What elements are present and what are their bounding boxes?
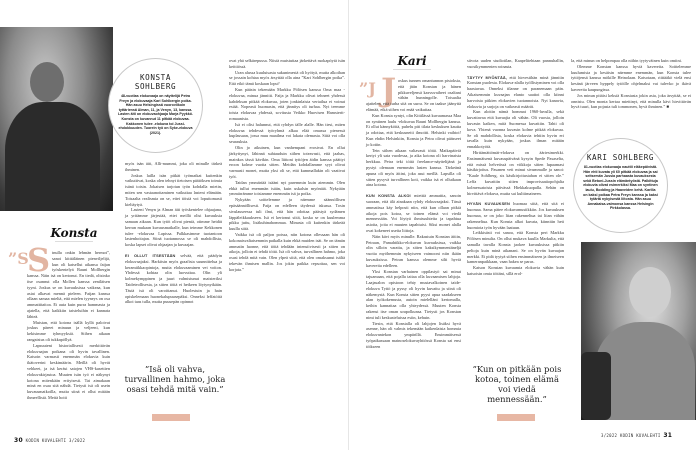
kari-portrait-photo bbox=[581, 242, 696, 420]
konsta-bio-circle bbox=[108, 58, 203, 153]
kari-bio-circle bbox=[573, 138, 668, 233]
article-column-1: oskus tunnen omantunnon pistoksia, että jätin Konstan ja hänen pikkuveljensä kasvuvaiheet osaltani vähän hunningolle. Toisaalta ajattelen, että turha sitä on surra. Se on taakse jäänyttä elämää, eikä siihen voi enää vaikuttaa. Kun Konsta syntyi, olin Kittilässä kuvaamassa Maa on syntinen laulu -elokuvaa Rauni Mollbergin kanssa. Ei ollut kännyköitä, puhelu piti tilata keskuksen kautta ja odottaa, että keskusneiti ilmoitti. Helsinki vaihtoi! Kun ehdin Helsinkiin, Konsta ja Petra olivat päässeet jo kotiin. Tein siihen aikaan valtavasti töitä. Matkapäiviä kertyi yli sata vuodessa, ja aika kotona oli harvinaista herkkua. Petra teki töitä freelance-näyttelijänä ja pystyi olemaan enemmän lasten kanssa. Tärkeänä apuna oli myös äitini, joka asui meillä. Lapsilla oli sitten pysyvä turvallinen koti, vaikka isä ei ollutkaan aina kotona. KUN KONSTA ALKOI miettiä ammattia, sanoin suoraan, että älä ainakaan ryhdy elokuvaajaksi. Tässä ammatissa käy helposti niin, että kun ollaan pitkiä aikoja pois kotoa, se toinen elämä voi viedä mennessään. Voi löytyä ihmissuhteita ja tapahtua asioita, joita ei muuten tapahtuisi. Siksi monet alalla ovat kokeneet useita liittoja. Näin kävi myös minulle. Rakastuin Konstan äitiin, Petraan, Pamahtikko-elokuvan kuvauksissa, vaikka olin silloin varattu, ja sitten kaksikymmentäneljä vuotta myöhemmin nykyiseen vaimooni niin ikään kuvauksissa. Petran kanssa olemme silti hyviä kavereita edelleen. Yksi Konstan varhainen oppilastyö sai minut tajuamaan, että pojalla taitaa olla kuvaamisen lahjoja. Laajasalon opistoon tehty mustavalkoinen taide-elokuva Tyttö ja pyssy oli hyvin kuvattu ja siinä oli näkemystä. Kun Konsta sitten pyysi apua saadakseen alan työkokemusta, autoin mielelläni kertomalla, keihin kannattaa olla yhteydessä. Muuten Konsta rakensi itse oman urapolkunsa. Tietysti jos Konstan nimi tuli keskusteluissa esiin, kehuin. Tiesin, että Konstalla oli lahjojen lisäksi hyvä asenne, hän oli valmis tekemään kaikenlaisia hommia elokuvantekon ympärillä. Ensimmäisessä työpaikassaan mainoselokuvayhtiössä Konsta sai ensi töikseen bbox=[366, 78, 461, 349]
bio-text: 81-vuotias elokuvaaja nauttii eläkepäivistä. Hän ehti kuvata yli 60 pitkää elokuvaa ja sai seitsemän Jussia parhaasta kuvauksesta sekä Betoni-Jussin elämäntyöstä. Palkittuja elokuvia olivat esimerkiksi Maa on syntinen laulu, Bodding ja Haaveiden kehä. Karilla on kaksi poikaa Petra Freyn kanssa ja kaksi tytärtä nykyisestä liitosta. Hän asuu Annakaisa-vaimonsa kanssa Helsingin Pirkkolassa. bbox=[583, 165, 658, 211]
page-footer-right: 3/2022 KODIN KUVALEHTI 31 bbox=[601, 432, 673, 439]
pull-quote: ”Isä oli vahva, turvallinen hahmo, joka osasi tehdä mitä vain.” bbox=[124, 364, 226, 394]
left-page: KONSTA SOHLBERG 48-vuotias elokuvaaja on näyttelijä Petra Freyn ja elokuvaaja Kari Sohlbergin poika. Hän asuu Helsingissä vuoroviikoin tyttäriensä Alman, 11, ja Venyn, 13, kanssa. Lasten äiti on elokuvaohjaaja Marja Pyykkö. Konsta on kuvannut 11 pitkää elokuvaa. Kakkonen tulee -elokuva toi Jussi-ehdokkuuden. Tuorein työ on Syke-elokuva (2021). Konsta ”S S tnulla onkin lehmän hermot”, sanoi kitttäläinen pienviljelijä, kun oli katsellut aikansa faijan työskentelyä Rauni Mollbergin kanssa. Näin isä on kertonut. En tiedä, oltsinko itse osannut olla Mollen kanssa zeniläisen tyyni. Joskus se on kuvauksissa vaikeaa, kun asiat alkavat mennä pieleen. Faijan kanssa ollaan samaa mieltä, että mielen tyyneys on osa ammattitaitoa. Ei auta kuin purra hammasta ja ajatella, että kaikkiin taisteluihin ei kannata lähteä. Muistan, että kotona isällä kyllä paloivat joskus päreet minuun ja veljeeni, kun kekisimme tyhmyyksiä. Siihen aikaan rangaistus oli tukkapöllyä. Lapsuuteni historiallisesti merkittävän elokuvaajan poikana oli hyvin tavallinen. Katsoin varmasti enemmän elokuvia kuin ikätoverini keskimäärin. Meillä oli hyvät vehkeet, ja isä keräsi satojen VHS-kasettien elokuvakirjastoa. Muuten isän työ ei näkynyt kotona mitenkään erityisesti. Tai aimakaan minä en osaa sitä nähdä. Tietysti isä oli usein kuvausmatkoilla, mutta siinä ei ollut mitään ihmeellistä. Meitä hoiti myös isän äiti, Alli-mummi, joka oli minulle tärkeä ihminen. Joskus lailla isän pitkät työmatkat kuitenkin vaikuttivat, koska olen tehnyt tietoisen päätöksen toimia isänä toisin. Jokaisen tarjotun työn kohdalla mietin, miten sen vastaanottaminen vaikuttaa lasteni elämään. Toisaalta realismia on se, ettei töistä voi loputtomasti kieltäytyä. Lasteni Venyn ja Alman äiti työskentelee ohjaajana, ja yritämme järjestää, ettei meillä olisi kuvauksia samaan aikaan. Kun tytöt olivat pieniä, otimme heidät kerran mukaan kuvausmatkalle, kun teimme Kekkonen tulee -elokuvaa Lapissa. Palkkasimme tuotantoon lastenhoitajan. Siinä tuotannossa se oli mahdollista, koska lapset olivat ohjaajan ja kuvaajan. EI OLLUT ITSESTÄÄN selvää, että päädyin elokuvaajaksi. Harkitsin myös graafista suunnittelua ja keramiikkaopintoja, mutta elokuvaaminen vei voiton. Yhdessä kohtaa olin luovuttaa. Olin yli kolmekymppinen ja juuri valmistunut maisteriksi Taideteollisesta, ja sitten töitä ei hetkeen löytynytkään. Tästä isä oli varoittanut. Huolestuin ja hain opiskelemaan huonekalupuusepäksi. Onneksi leffatöitä alkoi taas tulla, mutta puusepän opinnot ”Isä oli vahva, turvallinen hahmo, joka osasi tehdä mitä vain.” ovat yhä selkärepussa. Niistä muistuttaa järkettävä ruokapöytä isän keittiössä. Uran alussa kuuluisasta sukunimestä oli hyötyä, mutta alkoihan se jossain kohtaa myös ärsyttää olla aina ”Kari Sohlbergin poika”. Että eikö tämä koskaan lopu? Kun pääsin tekemään Markku Pölösen kanssa Oma maa -elokuvaa, minua jännitti. Faija ja Markku olivat tehneet yhdessä kahdeksan pitkää elokuvaa, joten jonkinlaista vertailua ei voinut estää. Nopeasti huomasin, että jännitys oli turhaa. Nyt teemme toista elokuvaa yhdessä, sovitusta Veikko Huovisen Hamsterit-romaanista. Isä ei olisi halunnut, että ryhdyn tälle alalle. Hän tiesi, miten elokuvaa tehdessä työryhmä alkaa elää omassa pienessä kuplassaan, jossa muu maailma voi lakata olemasta. Siitä voi olla seurauksia. Olin jo aikuinen, kun vanhempani erosivat. En ollut järkyttynyt, lähinnä suhtauduin siihen toteavasti, että jaahas, mainkos tässä kävikin. Oma liittoni tyttöjen äidin kanssa päättyi eroon kolme vuotta sitten. Meidän kohdallamme syyt olivat varmasti monet, mutta yksi oli se, että kummallakin oli vaativat työt. Taidan ymmärtää isääni nyt paremmin kuin aiemmin. Olen ehkä tullut enemmän isään, kuin uskalsin myöntää. Nykyään ymmärrämme toisiamme enemmän isä ja poika. Nykyään soittelemme ja näemme säännöllisen epäsäännöllisesti. Faija on edelleen täydessä iskussa. Tosin sivulauseessa tuli ilmi, että hän odottaa päästyä sydämen läppäleikkaukseen. Isä ei kertonut siitä, koska se on kuulemma pikku juttu, lisäkuhinahommaa. Minusta oli kuitenkin tärkeää kuulla siitä. Vaikka isä oli paljon poissa, niin kotona ollessaan hän oli kokonaisvaltaisemmin paikalla kuin ehkä muiden isät. Se on tämän ammatin luonne, että töitä tehdään intensiivisesti ja sitten on aikoja, jolloin ei tehdä töitä. Isä oli vahva, turvallinen hahmo, joka osasi tehdä mitä vain. Olen ylpeä siitä, että olen omaksunut isältä tekevän ihmisen mallin. Jos jokin paikka repsottaa, sen voi korjata.” 30 KODIN KUVALEHTI 3/2022 bbox=[0, 0, 348, 450]
article-column-2: siivota uuden studiotilan, Kaapelitehtaan pannuhallin, vuosikymmenten roinasta. TÄYTYY MYÖNTÄÄ, että hirvestihän minä jännitin Konstan puolesta. Elokuva-alalla työllistyminen voi olla haastavaa. Onneksi tilanne on paranemaan päin. Aikaisemmin kuvaajan elanto saattoi olla kiinni harvoista pitkien elokuvien tuotannoista. Nyt kanavia, elokuvia ja sarjoja on vaikeasti määrät. Kun aloitin nämä hommat 1960-luvulla, sekä kuvattavaa että kuvaajia oli vähän. Oli vuosia, jolloin kuvasin kaiken, mitä Suomessa kuvattiin. Tahti oli kova. Yhtenä vuonna kuvasin kolme pitkää elokuvaa. Se oli mahdollista, koska elokuvia tehtiin hyvin eri tavalla kuin nykyään, joskus ilman mitään ennakkotyötä. Hirttämättömät-elokuva on ääriesimerkki. Ensimmäisenä kuvauspäivänä kysyin Spede Pasaselta, että missä helvetissä on viikkoja sitten lupaamasi käsikirjoitus. Pasanen veti minut sivummalle ja sanoi: ”Kaale Sohlberg, sis käsikirjoitustahan ei sitten ole.” Leffa kuvattiin sitten improvisaatiopohjalta kolmessatoista päivässä Hiekkakuopalla. Sehän on hirvittävä elokuva, mutta sai kulttimaineen. HYVÄN KUVAUKSEN huomaa siitä, että sitä ei huomaa. Sama pätee elokuvamusiikkiin. Jos kuvauksen huomaa, se on joko liian rakenneltua tai liian vähän rakenneltua. Kun Konsta alkoi kuvata, kiinnitin heti huomiota työn hyvään laatuun. Leikkisästi voi sanoa, että Konsta peri Markku Pölösen minulta. On ollut mukava kuulla Markulta, että samalla tavalla Konsta jaokee kuvauksissa pitkiin peltoja kuin minä aikanani. Se on hyvän kuvaajan merkki. Ei pidä tyytyä siihen ensimmäiseen ja ilmeiseen kameranpaikkaan, vaan hakea se paras. Katson Konstan kuvaamia elokuvia vähän kuin katsoisin omia töitäni, sillä erol- bbox=[467, 58, 565, 276]
paragraph: Muistan, että kotona isällä kyllä paloivat joskus päreet minuun ja veljeeni, kun kekisimme tyhmyyksiä. Siihen aikaan rangaistus oli tukkapöllyä. bbox=[27, 319, 110, 342]
bio-name: KONSTA SOHLBERG bbox=[134, 73, 177, 91]
paragraph: tnulla onkin lehmän hermot”, sanoi kitttäläinen pienviljelijä, kun oli katsellut aikansa faijan työskentelyä Rauni Mollbergin kanssa. Näin isä on kertonut. En tiedä, oltsinko itse osannut olla Mollen kanssa zeniläisen tyyni. Joskus se on kuvauksissa vaikeaa, kun asiat alkavat mennä pieleen. Faijan kanssa ollaan samaa mieltä, että mielen tyyneys on osa ammattitaitoa. Ei auta kuin purra hammasta ja ajatella, että kaikkiin taisteluihin ei kannata lähteä. bbox=[27, 250, 110, 319]
article-column-3: la, että minun on helpompaa olla niihin tyytyväinen kuin omiini. Olemme Konstan kanssa hyviä kavereita. Soittelemme kuulumisia ja kesäisin näemme enemmän, kun Konsta tulee tyttöjensä kanssa mökille Heinolaan. Katsotaan, riittääkö vielä ensi kesänä järveen hyppely tytöille ohjelmaksi vai tulevko jo ikävä kavereita kaupungissa. Jos minun pitäisi keksiä Konstasta jokin asia, joka ärsyttää, se ei onnistu. Olen monta kertaa miettinyt, että minulla kävi hirvittävän hyvä tuuri, kun pojasta tuli tommonen, hyvä ihminen.” ■ bbox=[571, 58, 691, 110]
drop-cap-letter: S bbox=[27, 241, 51, 279]
article-column-2: myös isän äiti, Alli-mummi, joka oli minulle tärkeä ihminen. Joskus lailla isän pitkät työmatkat kuitenkin vaikuttivat, koska olen tehnyt tietoisen päätöksen toimia isänä toisin. Jokaisen tarjotun työn kohdalla mietin, miten sen vastaanottaminen vaikuttaa lasteni elämään. Toisaalta realismia on se, ettei töistä voi loputtomasti kieltäytyä. Lasteni Venyn ja Alman äiti työskentelee ohjaajana, ja yritämme järjestää, ettei meillä olisi kuvauksia samaan aikaan. Kun tytöt olivat pieniä, otimme heidät kerran mukaan kuvausmatkalle, kun teimme Kekkonen tulee -elokuvaa Lapissa. Palkkasimme tuotantoon lastenhoitajan. Siinä tuotannossa se oli mahdollista, koska lapset olivat ohjaajan ja kuvaajan. EI OLLUT ITSESTÄÄN selvää, että päädyin elokuvaajaksi. Harkitsin myös graafista suunnittelua ja keramiikkaopintoja, mutta elokuvaaminen vei voiton. Yhdessä kohtaa olin luovuttaa. Olin yli kolmekymppinen ja juuri valmistunut maisteriksi Taideteollisesta, ja sitten töitä ei hetkeen löytynytkään. Tästä isä oli varoittanut. Huolestuin ja hain opiskelemaan huonekalupuusepäksi. Onneksi leffatöitä alkoi taas tulla, mutta puusepän opinnot bbox=[125, 161, 222, 305]
pull-quote: ”Kun on pitkään pois kotoa, toinen elämä voi viedä mennessään.” bbox=[472, 364, 562, 404]
page-footer-left: 30 KODIN KUVALEHTI 3/2022 bbox=[14, 437, 86, 444]
right-page: Kari ”J J oskus tunnen omantunnon pistoksia, että jätin Konstan ja hänen pikkuveljensä kasvuvaiheet osaltani vähän hunningolle. Toisaalta ajattelen, että turha sitä on surra. Se on taakse jäänyttä elämää, eikä siihen voi enää vaikuttaa. Kun Konsta syntyi, olin Kittilässä kuvaamassa Maa on syntinen laulu -elokuvaa Rauni Mollbergin kanssa. Ei ollut kännyköitä, puhelu piti tilata keskuksen kautta ja odottaa, että keskusneiti ilmoitti. Helsinki vaihtoi! Kun ehdin Helsinkiin, Konsta ja Petra olivat päässeet jo kotiin. Tein siihen aikaan valtavasti töitä. Matkapäiviä kertyi yli sata vuodessa, ja aika kotona oli harvinaista herkkua. Petra teki töitä freelance-näyttelijänä ja pystyi olemaan enemmän lasten kanssa. Tärkeänä apuna oli myös äitini, joka asui meillä. Lapsilla oli sitten pysyvä turvallinen koti, vaikka isä ei ollutkaan aina kotona. KUN KONSTA ALKOI miettiä ammattia, sanoin suoraan, että älä ainakaan ryhdy elokuvaajaksi. Tässä ammatissa käy helposti niin, että kun ollaan pitkiä aikoja pois kotoa, se toinen elämä voi viedä mennessään. Voi löytyä ihmissuhteita ja tapahtua asioita, joita ei muuten tapahtuisi. Siksi monet alalla ovat kokeneet useita liittoja. Näin kävi myös minulle. Rakastuin Konstan äitiin, Petraan, Pamahtikko-elokuvan kuvauksissa, vaikka olin silloin varattu, ja sitten kaksikymmentäneljä vuotta myöhemmin nykyiseen vaimooni niin ikään kuvauksissa. Petran kanssa olemme silti hyviä kavereita edelleen. Yksi Konstan varhainen oppilastyö sai minut tajuamaan, että pojalla taitaa olla kuvaamisen lahjoja. Laajasalon opistoon tehty mustavalkoinen taide-elokuva Tyttö ja pyssy oli hyvin kuvattu ja siinä oli näkemystä. Kun Konsta sitten pyysi apua saadakseen alan työkokemusta, autoin mielelläni kertomalla, keihin kannattaa olla yhteydessä. Muuten Konsta rakensi itse oman urapolkunsa. Tietysti jos Konstan nimi tuli keskusteluissa esiin, kehuin. Tiesin, että Konstalla oli lahjojen lisäksi hyvä asenne, hän oli valmis tekemään kaikenlaisia hommia elokuvantekon ympärillä. Ensimmäisessä työpaikassaan mainoselokuvayhtiössä Konsta sai ensi töikseen siivota uuden studiotilan, Kaapelitehtaan pannuhallin, vuosikymmenten roinasta. TÄYTYY MYÖNTÄÄ, että hirvestihän minä jännitin Konstan puolesta. Elokuva-alalla työllistyminen voi olla haastavaa. Onneksi tilanne on paranemaan päin. Aikaisemmin kuvaajan elanto saattoi olla kiinni harvoista pitkien elokuvien tuotannoista. Nyt kanavia, elokuvia ja sarjoja on vaikeasti määrät. Kun aloitin nämä hommat 1960-luvulla, sekä kuvattavaa että kuvaajia oli vähän. Oli vuosia, jolloin kuvasin kaiken, mitä Suomessa kuvattiin. Tahti oli kova. Yhtenä vuonna kuvasin kolme pitkää elokuvaa. Se oli mahdollista, koska elokuvia tehtiin hyvin eri tavalla kuin nykyään, joskus ilman mitään ennakkotyötä. Hirttämättömät-elokuva on ääriesimerkki. Ensimmäisenä kuvauspäivänä kysyin Spede Pasaselta, että missä helvetissä on viikkoja sitten lupaamasi käsikirjoitus. Pasanen veti minut sivummalle ja sanoi: ”Kaale Sohlberg, sis käsikirjoitustahan ei sitten ole.” Leffa kuvattiin sitten improvisaatiopohjalta kolmessatoista päivässä Hiekkakuopalla. Sehän on hirvittävä elokuva, mutta sai kulttimaineen. HYVÄN KUVAUKSEN huomaa siitä, että sitä ei huomaa. Sama pätee elokuvamusiikkiin. Jos kuvauksen huomaa, se on joko liian rakenneltua tai liian vähän rakenneltua. Kun Konsta alkoi kuvata, kiinnitin heti huomiota työn hyvään laatuun. Leikkisästi voi sanoa, että Konsta peri Markku Pölösen minulta. On ollut mukava kuulla Markulta, että samalla tavalla Konsta jaokee kuvauksissa pitkiin peltoja kuin minä aikanani. Se on hyvän kuvaajan merkki. Ei pidä tyytyä siihen ensimmäiseen ja ilmeiseen kameranpaikkaan, vaan hakea se paras. Katson Konstan kuvaamia elokuvia vähän kuin katsoisin omia töitäni, sillä erol- ”Kun on pitkään pois kotoa, toinen elämä voi viedä mennessään.” la, että minun on helpompaa olla niihin tyytyväinen kuin omiini. Olemme Konstan kanssa hyviä kavereita. Soittelemme kuulumisia ja kesäisin näemme enemmän, kun Konsta tulee tyttöjensä kanssa mökille Heinolaan. Katsotaan, riittääkö vielä ensi kesänä järveen hyppely tytöille ohjelmaksi vai tulevko jo ikävä kavereita kaupungissa. Jos minun pitäisi keksiä Konstasta jokin asia, joka ärsyttää, se ei onnistu. Olen monta kertaa miettinyt, että minulla kävi hirvittävän hyvä tuuri, kun pojasta tuli tommonen, hyvä ihminen.” ■ KARI SOHLBERG 81-vuotias elokuvaaja nauttii eläkepäivistä. Hän ehti kuvata yli 60 pitkää elokuvaa ja sai seitsemän Jussia parhaasta kuvauksesta sekä Betoni-Jussin elämäntyöstä. Palkittuja elokuvia olivat esimerkiksi Maa on syntinen laulu, Bodding ja Haaveiden kehä. Karilla on kaksi poikaa Petra Freyn kanssa ja kaksi tytärtä nykyisestä liitosta. Hän asuu Annakaisa-vaimonsa kanssa Helsingin Pirkkolassa. 3/2022 KODIN KUVALEHTI 31 bbox=[348, 0, 696, 450]
accent-bar bbox=[152, 414, 190, 421]
accent-bar bbox=[497, 414, 535, 421]
article-column-1 bbox=[27, 250, 110, 401]
bio-name: KARI SOHLBERG bbox=[586, 153, 655, 162]
section-heading-konsta: Konsta bbox=[45, 226, 103, 242]
drop-cap-letter: J bbox=[381, 71, 397, 109]
article-column-3: ovat yhä selkärepussa. Niistä muistuttaa järkettävä ruokapöytä isän keittiössä. Uran alussa kuuluisasta sukunimestä oli hyötyä, mutta alkoihan se jossain kohtaa myös ärsyttää olla aina ”Kari Sohlbergin poika”. Että eikö tämä koskaan lopu? Kun pääsin tekemään Markku Pölösen kanssa Oma maa -elokuvaa, minua jännitti. Faija ja Markku olivat tehneet yhdessä kahdeksan pitkää elokuvaa, joten jonkinlaista vertailua ei voinut estää. Nopeasti huomasin, että jännitys oli turhaa. Nyt teemme toista elokuvaa yhdessä, sovitusta Veikko Huovisen Hamsterit-romaanista. Isä ei olisi halunnut, että ryhdyn tälle alalle. Hän tiesi, miten elokuvaa tehdessä työryhmä alkaa elää omassa pienessä kuplassaan, jossa muu maailma voi lakata olemasta. Siitä voi olla seurauksia. Olin jo aikuinen, kun vanhempani erosivat. En ollut järkyttynyt, lähinnä suhtauduin siihen toteavasti, että jaahas, mainkos tässä kävikin. Oma liittoni tyttöjen äidin kanssa päättyi eroon kolme vuotta sitten. Meidän kohdallamme syyt olivat varmasti monet, mutta yksi oli se, että kummallakin oli vaativat työt. Taidan ymmärtää isääni nyt paremmin kuin aiemmin. Olen ehkä tullut enemmän isään, kuin uskalsin myöntää. Nykyään ymmärrämme toisiamme enemmän isä ja poika. Nykyään soittelemme ja näemme säännöllisen epäsäännöllisesti. Faija on edelleen täydessä iskussa. Tosin sivulauseessa tuli ilmi, että hän odottaa päästyä sydämen läppäleikkaukseen. Isä ei kertonut siitä, koska se on kuulemma pikku juttu, lisäkuhinahommaa. Minusta oli kuitenkin tärkeää kuulla siitä. Vaikka isä oli paljon poissa, niin kotona ollessaan hän oli kokonaisvaltaisemmin paikalla kuin ehkä muiden isät. Se on tämän ammatin luonne, että töitä tehdään intensiivisesti ja sitten on aikoja, jolloin ei tehdä töitä. Isä oli vahva, turvallinen hahmo, joka osasi tehdä mitä vain. Olen ylpeä siitä, että olen omaksunut isältä tekevän ihmisen mallin. Jos jokin paikka repsottaa, sen voi korjata.” bbox=[229, 58, 345, 272]
bio-text: 48-vuotias elokuvaaja on näyttelijä Petra Freyn ja elokuvaaja Kari Sohlbergin poika. Hän asuu Helsingissä vuoroviikoin tyttäriensä Alman, 11, ja Venyn, 13, kanssa. Lasten äiti on elokuvaohjaaja Marja Pyykkö. Konsta on kuvannut 11 pitkää elokuvaa. Kakkonen tulee -elokuva toi Jussi-ehdokkuuden. Tuorein työ on Syke-elokuva (2021). bbox=[118, 94, 193, 135]
paragraph: Lapsuuteni historiallisesti merkittävän elokuvaajan poikana oli hyvin tavallinen. Katsoin varmasti enemmän elokuvia kuin ikätoverini keskimäärin. Meillä oli hyvät vehkeet, ja isä keräsi satojen VHS-kasettien elokuvakirjastoa. Muuten isän työ ei näkynyt kotona mitenkään erityisesti. Tai aimakaan minä en osaa sitä nähdä. Tietysti isä oli usein kuvausmatkoilla, mutta siinä ei ollut mitään ihmeellistä. Meitä hoiti bbox=[27, 342, 110, 400]
konsta-portrait-photo bbox=[0, 27, 113, 211]
section-heading-kari: Kari bbox=[385, 54, 439, 70]
